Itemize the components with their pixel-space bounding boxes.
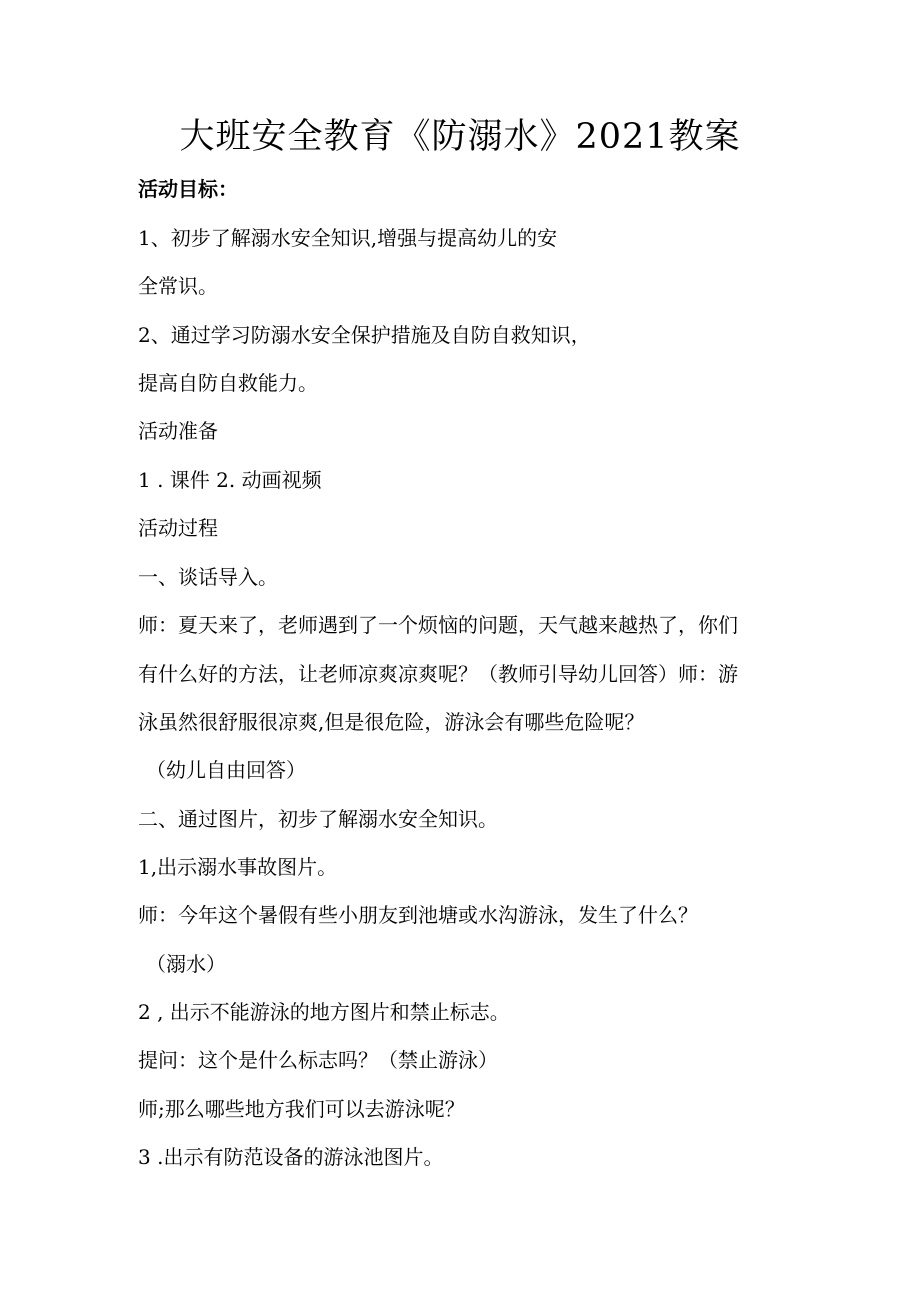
text-line: 全常识。 (138, 274, 218, 298)
text-line: （溺水） (146, 952, 226, 976)
text-line: 泳虽然很舒服很凉爽,但是很危险，游泳会有哪些危险呢？ (138, 710, 645, 734)
text-line: 1、初步了解溺水安全知识,增强与提高幼儿的安 (138, 226, 558, 250)
text-line: 一、谈话导入。 (138, 565, 278, 589)
text-line: 师;那么哪些地方我们可以去游泳呢？ (138, 1097, 465, 1121)
text-line: 2 , 出示不能游泳的地方图片和禁止标志。 (138, 1000, 510, 1024)
text-line: 师：今年这个暑假有些小朋友到池塘或水沟游泳，发生了什么？ (138, 903, 698, 927)
text-line: 1 . 课件 2. 动画视频 (138, 468, 322, 492)
text-line: 1,出示溺水事故图片。 (138, 855, 338, 879)
section-heading-process: 活动过程 (138, 516, 218, 540)
text-line: 有什么好的方法，让老师凉爽凉爽呢？（教师引导幼儿回答）师：游 (138, 662, 738, 686)
text-line: 师：夏天来了，老师遇到了一个烦恼的问题，天气越来越热了，你们 (138, 613, 738, 637)
text-line: 2、通过学习防溺水安全保护措施及自防自救知识， (138, 323, 591, 347)
section-heading-goals: 活动目标： (138, 177, 238, 201)
text-line: （幼儿自由回答） (146, 758, 306, 782)
section-heading-preparation: 活动准备 (138, 419, 218, 443)
text-line: 提高自防自救能力。 (138, 371, 318, 395)
document-title: 大班安全教育《防溺水》2021教案 (179, 117, 741, 157)
text-line: 二、通过图片，初步了解溺水安全知识。 (138, 807, 498, 831)
text-line: 3 .出示有防范设备的游泳池图片。 (138, 1145, 444, 1169)
text-line: 提问：这个是什么标志吗？（禁止游泳） (138, 1048, 498, 1072)
